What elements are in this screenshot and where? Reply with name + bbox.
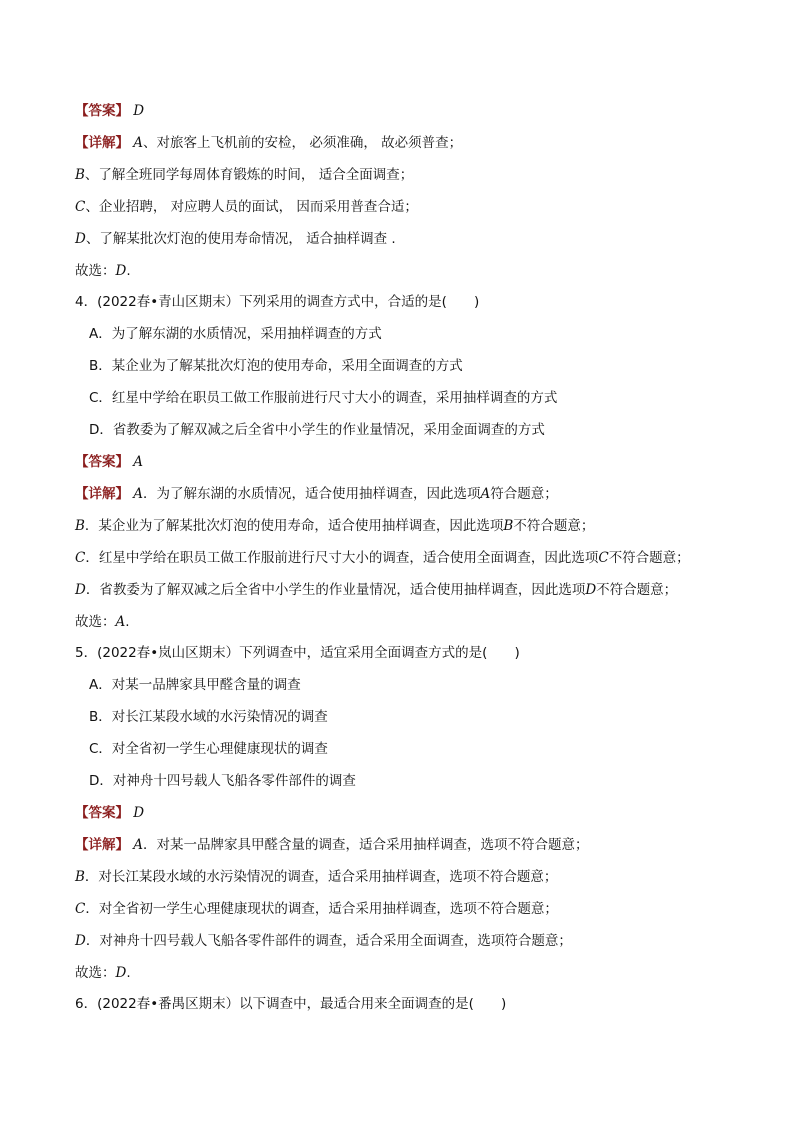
detail-bracket-close: 】 xyxy=(115,837,129,853)
item-letter: C xyxy=(75,199,86,215)
answer-bracket-close: 】 xyxy=(115,454,129,470)
conclusion-suffix: . xyxy=(126,965,131,981)
detail-item xyxy=(75,197,754,217)
detail-letter: A xyxy=(133,135,144,151)
detail-letter: A xyxy=(133,486,144,502)
detail-item xyxy=(75,899,754,919)
option-c: C．对全省初一学生心理健康现状的调查 xyxy=(89,741,328,757)
answer-label: 答案 xyxy=(88,103,116,119)
option-ref-letter: D xyxy=(585,582,597,598)
detail-text: 、对旅客上飞机前的安检， 必须准确， 故必须普查； xyxy=(143,135,463,151)
option-b: B．某企业为了解某批次灯泡的使用寿命，采用全面调查的方式 xyxy=(89,358,463,374)
item-text-tail: 不符合题意； xyxy=(608,550,690,566)
item-text: ．对神舟十四号载人飞船各零件部件的调查，适合采用全面调查，选项符合题意； xyxy=(85,933,572,949)
answer-line xyxy=(75,803,754,823)
item-letter: B xyxy=(75,518,85,534)
detail-line xyxy=(75,133,754,153)
conclusion-letter: D xyxy=(115,263,127,279)
answer-bracket-open: 【 xyxy=(75,454,89,470)
detail-bracket-close: 】 xyxy=(115,486,129,502)
item-letter: D xyxy=(75,582,86,598)
conclusion-prefix: 故选： xyxy=(75,614,116,630)
conclusion-letter: A xyxy=(115,614,126,630)
answer-bracket-open: 【 xyxy=(75,805,89,821)
answer-line xyxy=(75,101,754,121)
conclusion-suffix: . xyxy=(126,263,131,279)
answer-line xyxy=(75,452,754,472)
item-letter: C xyxy=(75,550,86,566)
answer-bracket-close: 】 xyxy=(115,805,129,821)
conclusion-suffix: . xyxy=(125,614,130,630)
item-text: 、了解某批次灯泡的使用寿命情况， 适合抽样调查 . xyxy=(85,231,396,247)
detail-text: ．对某一品牌家具甲醛含量的调查，适合采用抽样调查，选项不符合题意； xyxy=(143,837,589,853)
detail-bracket-close: 】 xyxy=(115,135,129,151)
answer-bracket-open: 【 xyxy=(75,103,89,119)
item-text: ．对长江某段水域的水污染情况的调查，适合采用抽样调查，选项不符合题意； xyxy=(84,869,558,885)
conclusion-prefix: 故选： xyxy=(75,263,116,279)
item-letter: D xyxy=(75,933,86,949)
detail-item xyxy=(75,548,754,568)
detail-item xyxy=(75,931,754,951)
detail-line xyxy=(75,835,754,855)
option-ref-letter: B xyxy=(503,518,514,534)
detail-line xyxy=(75,484,754,504)
option-ref-letter: A xyxy=(480,486,491,502)
detail-label: 详解 xyxy=(88,486,116,502)
answer-label: 答案 xyxy=(88,805,116,821)
answer-letter: D xyxy=(133,805,145,821)
item-text: ．对全省初一学生心理健康现状的调查，适合采用抽样调查，选项不符合题意； xyxy=(85,901,558,917)
item-letter: B xyxy=(75,167,85,183)
item-text: ．红星中学给在职员工做工作服前进行尺寸大小的调查，适合使用全面调查，因此选项 xyxy=(85,550,599,566)
detail-item xyxy=(75,165,754,185)
detail-item xyxy=(75,229,754,249)
item-text: ．某企业为了解某批次灯泡的使用寿命，适合使用抽样调查，因此选项 xyxy=(84,518,504,534)
conclusion-line xyxy=(75,261,754,281)
conclusion-line xyxy=(75,963,754,983)
item-text: 、了解全班同学每周体育锻炼的时间， 适合全面调查； xyxy=(84,167,414,183)
question-stem: 4．(2022春•青山区期末）下列采用的调查方式中，合适的是( ) xyxy=(75,294,480,310)
option-d: D．省教委为了解双减之后全省中小学生的作业量情况，采用金面调查的方式 xyxy=(89,422,545,438)
question-stem: 6．(2022春•番禺区期末）以下调查中，最适合用来全面调查的是( ) xyxy=(75,996,507,1012)
option-d: D．对神舟十四号载人飞船各零件部件的调查 xyxy=(89,773,356,789)
conclusion-prefix: 故选： xyxy=(75,965,116,981)
item-letter: D xyxy=(75,231,86,247)
question-stem: 5．(2022春•岚山区期末）下列调查中，适宜采用全面调查方式的是( ) xyxy=(75,645,520,661)
item-text: 、企业招聘， 对应聘人员的面试， 因而采用普查合适； xyxy=(85,199,418,215)
conclusion-letter: D xyxy=(115,965,127,981)
item-letter: C xyxy=(75,901,86,917)
option-a: A．对某一品牌家具甲醛含量的调查 xyxy=(89,677,301,693)
option-c: C．红星中学给在职员工做工作服前进行尺寸大小的调查，采用抽样调查的方式 xyxy=(89,390,558,406)
conclusion-line xyxy=(75,612,754,632)
answer-letter: A xyxy=(133,454,144,470)
item-text: ．省教委为了解双减之后全省中小学生的作业量情况，适合使用抽样调查，因此选项 xyxy=(85,582,586,598)
detail-text-tail: 符合题意； xyxy=(490,486,558,502)
option-ref-letter: C xyxy=(598,550,609,566)
item-letter: B xyxy=(75,869,85,885)
answer-label: 答案 xyxy=(88,454,116,470)
detail-label: 详解 xyxy=(88,837,116,853)
detail-bracket-open: 【 xyxy=(75,837,89,853)
item-text-tail: 不符合题意； xyxy=(513,518,595,534)
detail-item xyxy=(75,580,754,600)
detail-item xyxy=(75,516,754,536)
answer-letter: D xyxy=(133,103,145,119)
detail-letter: A xyxy=(133,837,144,853)
detail-text: ．为了解东湖的水质情况，适合使用抽样调查，因此选项 xyxy=(143,486,481,502)
item-text-tail: 不符合题意； xyxy=(596,582,678,598)
detail-bracket-open: 【 xyxy=(75,486,89,502)
detail-bracket-open: 【 xyxy=(75,135,89,151)
detail-label: 详解 xyxy=(88,135,116,151)
detail-item xyxy=(75,867,754,887)
answer-bracket-close: 】 xyxy=(115,103,129,119)
option-b: B．对长江某段水域的水污染情况的调查 xyxy=(89,709,328,725)
option-a: A．为了解东湖的水质情况，采用抽样调查的方式 xyxy=(89,326,382,342)
